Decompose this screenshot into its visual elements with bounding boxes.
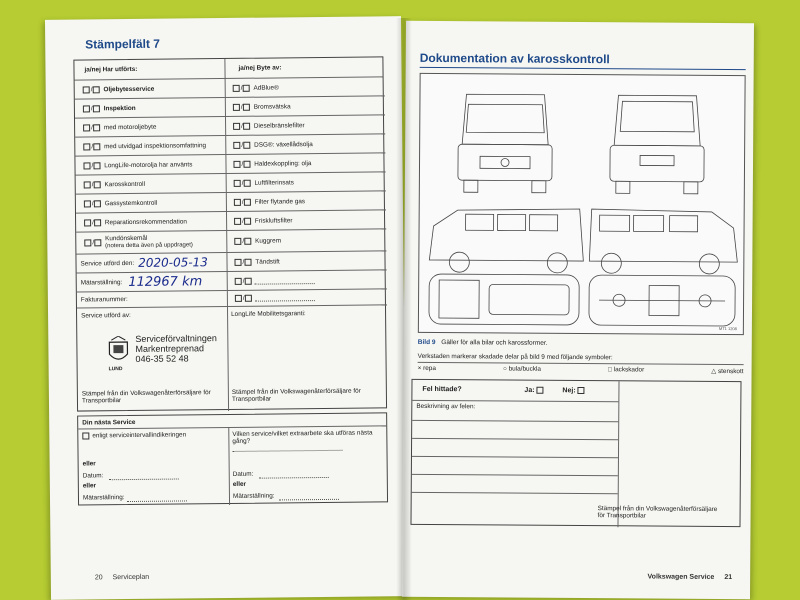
vehicle-diagram <box>418 73 746 335</box>
no-checkbox[interactable] <box>245 295 252 302</box>
yes-checkbox[interactable] <box>235 295 242 302</box>
or-label-2: eller <box>82 482 97 490</box>
customer-wish-note: (notera detta även på uppdraget) <box>105 242 193 250</box>
no-checkbox[interactable] <box>93 181 100 188</box>
symbol-scratch: × repa <box>417 364 436 373</box>
no-checkbox[interactable] <box>243 103 250 110</box>
item-extended-inspection: med utvidgad inspektionsomfattning <box>104 141 207 150</box>
yes-checkbox[interactable] <box>234 179 241 186</box>
service-date-value: 2020-05-13 <box>138 255 208 270</box>
or-label: eller <box>82 460 96 468</box>
van-right-side-view <box>589 209 737 274</box>
yes-checkbox[interactable] <box>233 84 240 91</box>
van-rear-view <box>610 95 705 194</box>
right-page <box>402 21 754 599</box>
no-checkbox[interactable] <box>244 277 251 284</box>
symbol-stone-chip: △ stenskott <box>711 367 744 376</box>
date-label-right: Datum: <box>232 470 254 478</box>
page-number-right: 21 <box>724 574 733 582</box>
yes-checkbox[interactable] <box>84 200 91 207</box>
book-spine <box>396 18 412 600</box>
symbol-paint: □ lackskador <box>607 366 645 374</box>
yes-checkbox[interactable] <box>234 238 241 245</box>
no-checkbox[interactable] <box>243 122 250 129</box>
footer-label: Serviceplan <box>112 573 150 582</box>
yes-checkbox[interactable] <box>234 258 241 265</box>
mileage-short-label: Mätarställning: <box>82 494 125 502</box>
customer-wish-label: Kundönskemål <box>105 234 148 243</box>
item-oil-service: Oljebytesservice <box>103 85 155 93</box>
figure-caption: Gäller för alla bilar och karossformer. <box>441 339 548 347</box>
next-interval-label: enligt serviceintervallindikeringen <box>92 431 187 440</box>
body-check-title: Dokumentation av karosskontroll <box>419 50 610 67</box>
no-checkbox[interactable] <box>244 258 251 265</box>
no-checkbox[interactable] <box>93 143 100 150</box>
performed-by-label: Service utförd av: <box>81 311 131 320</box>
longlife-label: LongLife Mobilitetsgaranti: <box>231 310 306 318</box>
figure-label: Bild 9 <box>417 338 436 347</box>
yes-checkbox[interactable] <box>233 141 240 148</box>
stamp-caption-left: Stämpel från din Volkswagenåterförsäljare för Transportbilar <box>81 389 211 405</box>
yes-checkbox[interactable] <box>83 162 90 169</box>
description-label: Beskrivning av felen: <box>416 402 476 411</box>
item-longlife-oil: LongLife-motorolja har använts <box>104 160 193 169</box>
stamp-city: LUND <box>108 366 123 373</box>
item-adblue: AdBlue® <box>253 83 279 92</box>
van-left-side-view <box>429 208 583 273</box>
mileage-short-label-right: Mätarställning: <box>232 492 275 500</box>
faults-box <box>410 379 741 527</box>
van-underbody-view <box>589 275 735 326</box>
figure-code: MT1 1208 <box>718 325 737 332</box>
faults-found-label: Fel hittade? <box>422 385 462 394</box>
or-label-right: eller <box>232 480 247 488</box>
footer-brand: Volkswagen Service <box>647 573 715 581</box>
page-number: 20 <box>94 574 103 582</box>
no-checkbox[interactable] <box>94 239 101 246</box>
page-title: Stämpelfält 7 <box>85 36 161 52</box>
no-checkbox[interactable] <box>94 200 101 207</box>
lund-crest-icon <box>107 336 129 366</box>
next-service-box <box>77 412 388 505</box>
symbols-instructions: Verkstaden markerar skadade delar på bild 9 med följande symboler: <box>418 353 744 365</box>
item-timing-belt: Kuggrem <box>255 237 282 245</box>
stamp-org: Serviceförvaltningen <box>135 333 217 344</box>
item-cabin-filter: Friskluftsfilter <box>254 216 293 225</box>
item-repair-recommendation: Reparationsrekommendation <box>104 217 187 226</box>
item-spark-plugs: Tändstift <box>255 257 280 266</box>
faults-yes-checkbox[interactable] <box>536 387 543 394</box>
yes-checkbox[interactable] <box>83 105 90 112</box>
no-checkbox[interactable] <box>243 141 250 148</box>
item-gas-check: Gassystemkontroll <box>104 199 158 207</box>
yes-checkbox[interactable] <box>235 277 242 284</box>
item-brake-fluid: Bromsvätska <box>253 102 291 111</box>
van-front-view <box>458 94 553 193</box>
no-checkbox[interactable] <box>243 160 250 167</box>
mileage-label: Mätarställning: <box>80 278 123 287</box>
yes-checkbox[interactable] <box>84 181 91 188</box>
no-checkbox[interactable] <box>93 105 100 112</box>
col1-header: ja/nej Har utförts: <box>84 65 138 74</box>
faults-no-checkbox[interactable] <box>578 387 585 394</box>
item-body-check: Karosskontroll <box>104 180 146 188</box>
stamp-phone: 046-35 52 48 <box>135 353 189 364</box>
yes-label: Ja: <box>524 386 535 395</box>
no-checkbox[interactable] <box>244 238 251 245</box>
no-checkbox[interactable] <box>242 84 249 91</box>
no-checkbox[interactable] <box>244 198 251 205</box>
no-checkbox[interactable] <box>92 86 99 93</box>
no-checkbox[interactable] <box>93 124 100 131</box>
no-checkbox[interactable] <box>94 219 101 226</box>
interval-checkbox[interactable] <box>82 432 89 439</box>
date-label: Datum: <box>82 472 104 480</box>
service-date-label: Service utförd den: <box>80 259 135 268</box>
item-diesel-filter: Dieselbränslefilter <box>253 121 305 130</box>
next-service-title: Din nästa Service <box>82 418 136 427</box>
yes-checkbox[interactable] <box>234 198 241 205</box>
next-question: Vilken service/vilket extraarbete ska utföras nästa gång? <box>232 429 373 445</box>
yes-checkbox[interactable] <box>234 217 241 224</box>
item-dsg-oil: DSG®: växellådsolja <box>254 140 313 149</box>
item-haldex-oil: Haldexkoppling: olja <box>254 159 312 168</box>
symbol-dent: ○ bula/buckla <box>502 365 541 373</box>
yes-checkbox[interactable] <box>83 143 90 150</box>
no-label: Nej: <box>562 387 576 395</box>
service-stamp-table: ja/nej Har utförts: ja/nej Byte av: / Oljebytesservice / Inspektion / med motoroljebyte / med utvidgad inspektionsomfattning / LongLife-motorolja har använts / Karosskontroll / Gassystemkontroll / Reparationsrekommendation / Kundönskemål (notera detta även på uppdraget) Service utförd den: 2020-05-13 Mätarställning: 112967 km Fakturanummer: / AdBlue® / Bromsvätska / Dieselbränslefilter / DSG®: växellådsolja / Haldexkoppling: olja / Luftfilterinsats / Filter flytande gas / Friskluftsfilter / Kuggrem / Tändstift / / Service utförd av: LongLife Mobilitetsgaranti: LUND Serviceförvaltningen Markentreprenad 046-35 52 48 Stämpel från din Volkswagenåterförsäljare för Transportbilar Stämpel från din Volkswagenåterförsäljare för Transportbilar <box>73 56 387 411</box>
left-page <box>45 16 407 600</box>
yes-checkbox[interactable] <box>84 219 91 226</box>
dealer-stamp <box>107 329 228 380</box>
yes-checkbox[interactable] <box>233 122 240 129</box>
yes-checkbox[interactable] <box>84 239 91 246</box>
stamp-caption-right: Stämpel från din Volkswagenåterförsäljare för Transportbilar <box>231 387 361 403</box>
van-top-view <box>429 274 579 325</box>
yes-checkbox[interactable] <box>83 124 90 131</box>
mileage-value: 112967 km <box>128 273 203 290</box>
faults-stamp-caption: Stämpel från din Volkswagenåterförsäljare för Transportbilar <box>597 505 718 520</box>
item-air-filter: Luftfilterinsats <box>254 178 294 187</box>
item-oil-change: med motoroljebyte <box>103 123 157 131</box>
no-checkbox[interactable] <box>243 179 250 186</box>
yes-checkbox[interactable] <box>233 103 240 110</box>
invoice-label: Fakturanummer: <box>80 296 128 304</box>
item-inspection: Inspektion <box>103 104 136 112</box>
yes-checkbox[interactable] <box>233 160 240 167</box>
stamp-dept: Markentreprenad <box>135 343 205 354</box>
col2-header: ja/nej Byte av: <box>238 64 282 72</box>
item-lpg-filter: Filter flytande gas <box>254 197 306 206</box>
no-checkbox[interactable] <box>93 162 100 169</box>
no-checkbox[interactable] <box>244 217 251 224</box>
yes-checkbox[interactable] <box>83 86 90 93</box>
